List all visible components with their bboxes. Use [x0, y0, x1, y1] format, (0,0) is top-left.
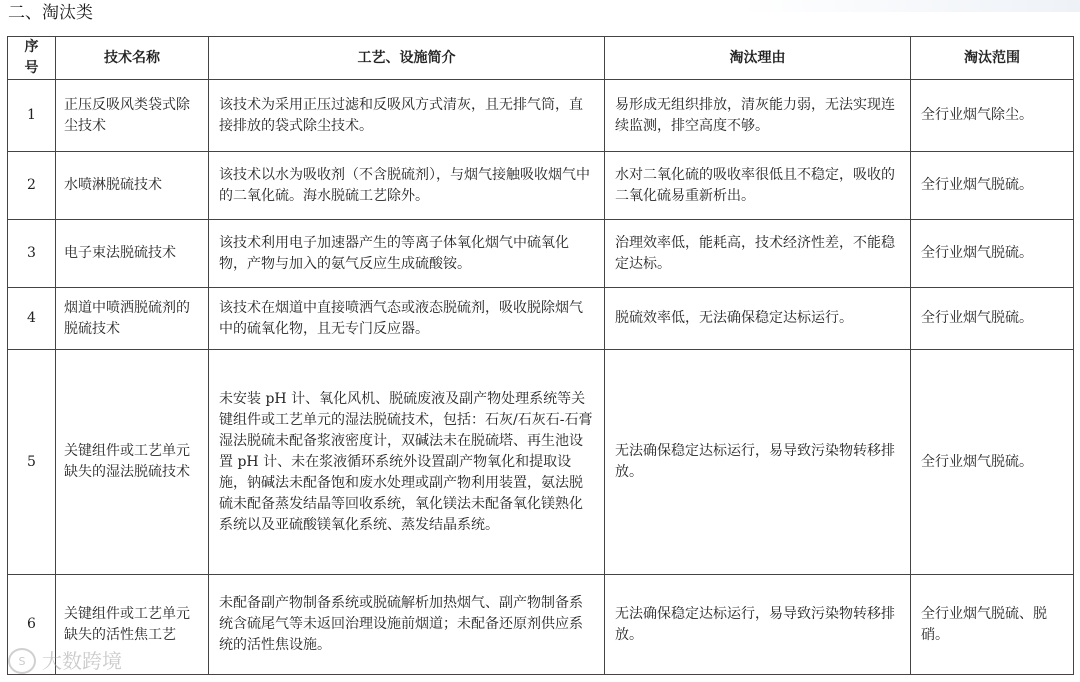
table-row — [8, 350, 1074, 575]
watermark-logo-icon: S — [8, 648, 36, 674]
row-reason: 无法确保稳定达标运行，易导致污染物转移排放。 — [605, 350, 911, 575]
row-reason: 治理效率低，能耗高，技术经济性差，不能稳定达标。 — [605, 220, 911, 288]
row-scope: 全行业烟气脱硫。 — [911, 288, 1074, 350]
row-description: 该技术在烟道中直接喷洒气态或液态脱硫剂，吸收脱除烟气中的硫氧化物，且无专门反应器。 — [209, 288, 605, 350]
row-tech-name: 关键组件或工艺单元缺失的湿法脱硫技术 — [56, 350, 209, 575]
table-row — [8, 288, 1074, 350]
header-scope: 淘汰范围 — [911, 37, 1074, 80]
row-index: 1 — [8, 80, 56, 152]
row-tech-name: 烟道中喷洒脱硫剂的脱硫技术 — [56, 288, 209, 350]
row-tech-name: 电子束法脱硫技术 — [56, 220, 209, 288]
watermark — [8, 648, 122, 674]
row-reason: 水对二氧化硫的吸收率很低且不稳定，吸收的二氧化硫易重新析出。 — [605, 152, 911, 220]
row-scope: 全行业烟气除尘。 — [911, 80, 1074, 152]
header-description: 工艺、设施简介 — [209, 37, 605, 80]
row-description: 该技术利用电子加速器产生的等离子体氧化烟气中硫氧化物，产物与加入的氨气反应生成硫酸铵。 — [209, 220, 605, 288]
section-title: 二、淘汰类 — [8, 3, 93, 23]
row-reason: 无法确保稳定达标运行，易导致污染物转移排放。 — [605, 575, 911, 675]
row-tech-name: 关键组件或工艺单元缺失的活性焦工艺 — [56, 575, 209, 675]
row-index: 6 — [8, 575, 56, 675]
header-index: 序号 — [8, 37, 56, 80]
row-scope: 全行业烟气脱硫。 — [911, 350, 1074, 575]
table-row — [8, 80, 1074, 152]
row-reason: 易形成无组织排放，清灰能力弱，无法实现连续监测，排空高度不够。 — [605, 80, 911, 152]
row-scope: 全行业烟气脱硫。 — [911, 152, 1074, 220]
watermark-text: 大数跨境 — [42, 649, 122, 673]
row-description: 未安装 pH 计、氧化风机、脱硫废液及副产物处理系统等关键组件或工艺单元的湿法脱硫技术，包括：石灰/石灰石-石膏湿法脱硫未配备浆液密度计，双碱法未在脱硫塔、再生池设置 pH 计、未在浆液循环系统外设置副产物氧化和提取设施，钠碱法未配备饱和废水处理或副产物利用装置，氨法脱硫未配备蒸发结晶等回收系统，氧化镁法未配备氧化镁熟化系统以及亚硫酸镁氧化系统、蒸发结晶系统。 — [209, 350, 605, 575]
row-tech-name: 水喷淋脱硫技术 — [56, 152, 209, 220]
row-index: 4 — [8, 288, 56, 350]
elimination-table — [7, 36, 1074, 675]
row-index: 5 — [8, 350, 56, 575]
header-shade — [740, 0, 1080, 12]
header-reason: 淘汰理由 — [605, 37, 911, 80]
table-row — [8, 220, 1074, 288]
table-header-row — [8, 37, 1074, 80]
row-index: 2 — [8, 152, 56, 220]
row-reason: 脱硫效率低，无法确保稳定达标运行。 — [605, 288, 911, 350]
header-tech-name: 技术名称 — [56, 37, 209, 80]
table-row — [8, 575, 1074, 675]
row-scope: 全行业烟气脱硫。 — [911, 220, 1074, 288]
row-description: 该技术为采用正压过滤和反吸风方式清灰，且无排气筒，直接排放的袋式除尘技术。 — [209, 80, 605, 152]
table-row — [8, 152, 1074, 220]
row-description: 该技术以水为吸收剂（不含脱硫剂），与烟气接触吸收烟气中的二氧化硫。海水脱硫工艺除外。 — [209, 152, 605, 220]
row-scope: 全行业烟气脱硫、脱硝。 — [911, 575, 1074, 675]
row-index: 3 — [8, 220, 56, 288]
row-description: 未配备副产物制备系统或脱硫解析加热烟气、副产物制备系统含硫尾气等未返回治理设施前烟道；未配备还原剂供应系统的活性焦设施。 — [209, 575, 605, 675]
row-tech-name: 正压反吸风类袋式除尘技术 — [56, 80, 209, 152]
